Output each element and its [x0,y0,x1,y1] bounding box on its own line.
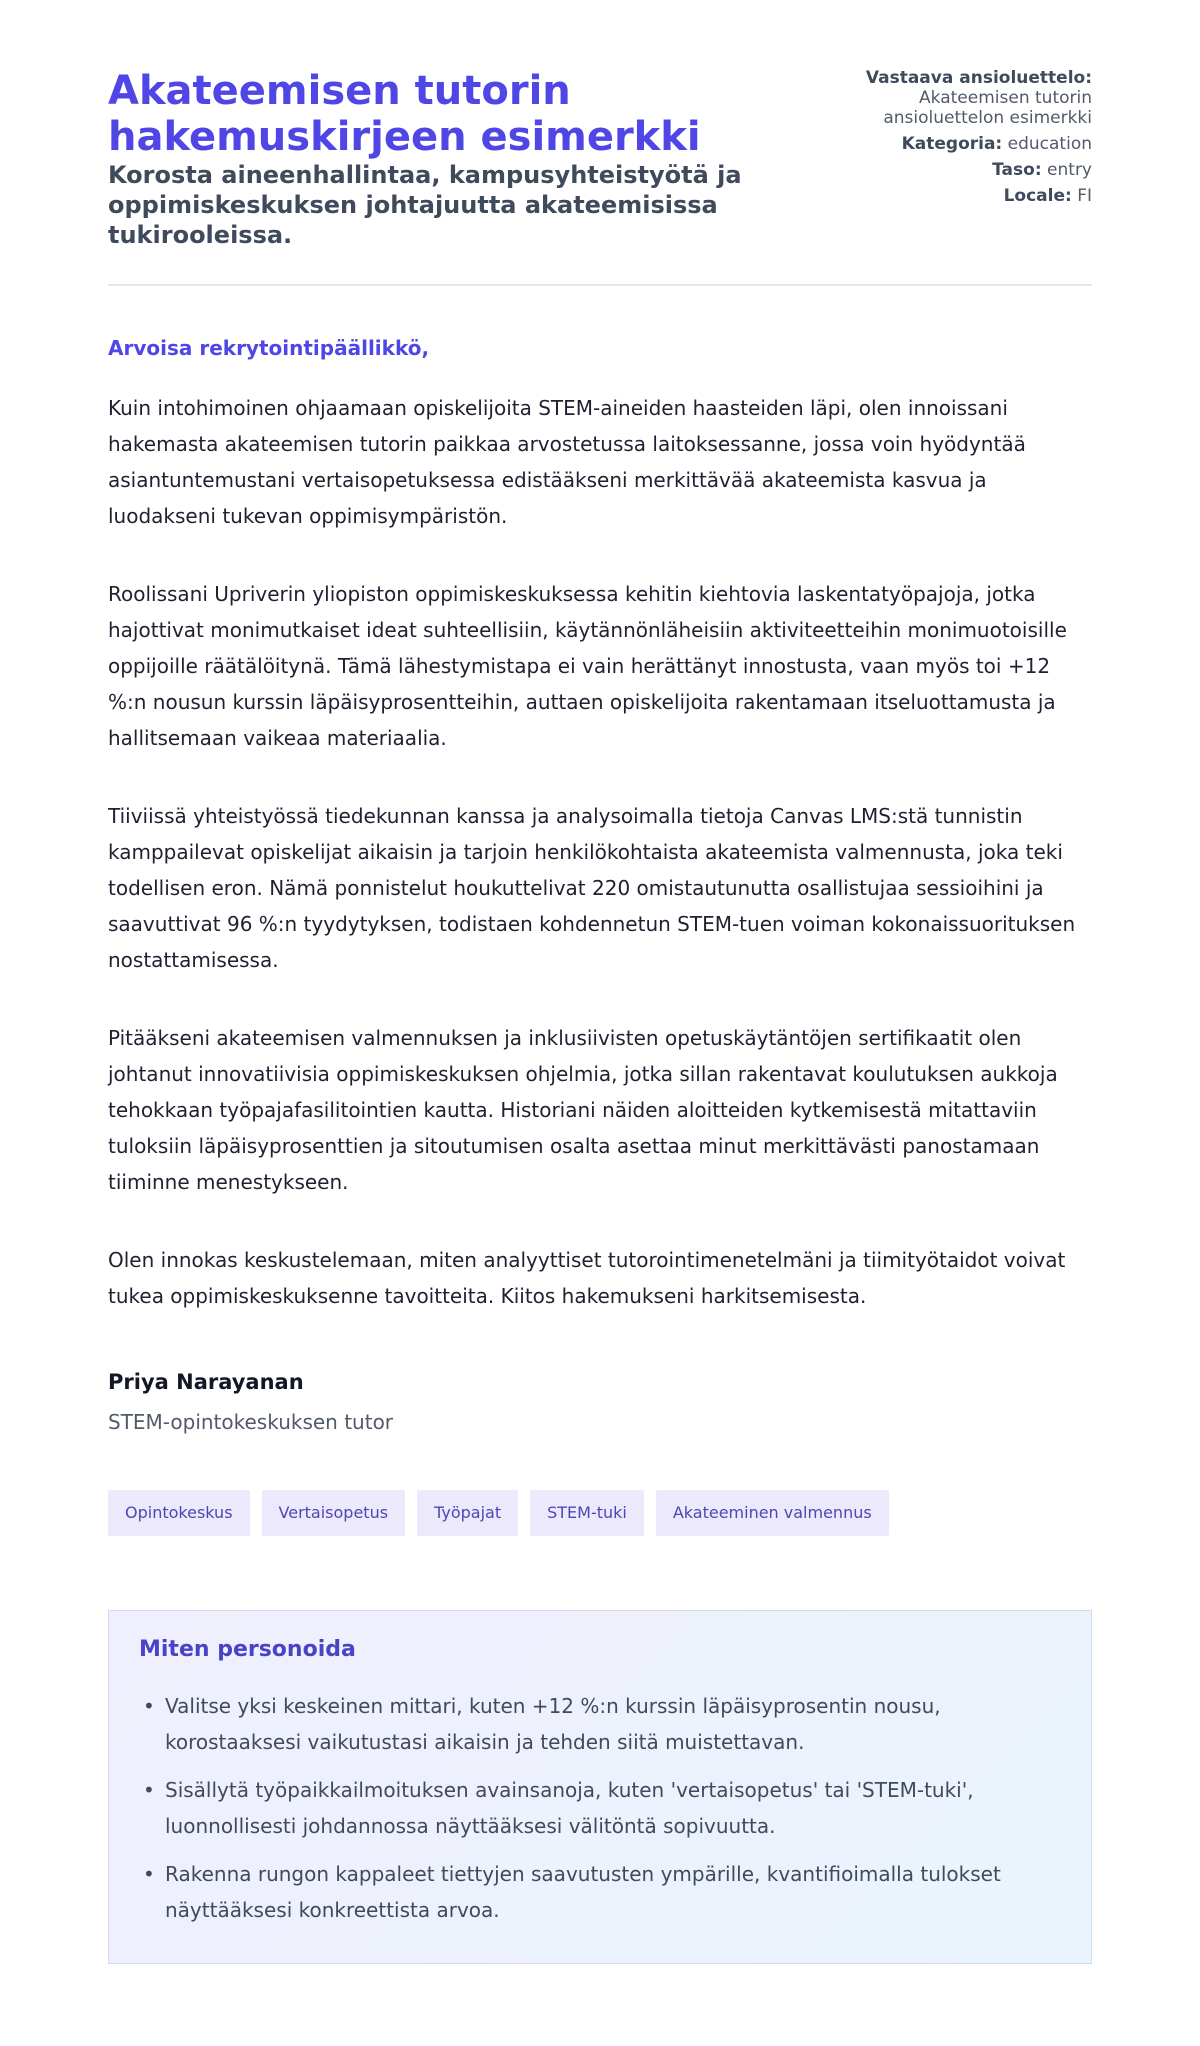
meta-level-key: Taso: [992,160,1042,180]
meta-level-value: entry [1047,160,1092,180]
meta-level [758,160,1092,180]
page-title-line-1: Akateemisen tutorin [108,68,571,114]
letter-body [108,390,1092,1314]
meta-resume-value-line-1[interactable]: Akateemisen tutorin [919,88,1092,108]
meta-resume [758,68,1092,128]
page-title-line-2: hakemuskirjeen esimerkki [108,114,701,160]
tip-item [143,1688,1061,1760]
meta-locale-key: Locale: [1003,186,1072,206]
letter-greeting: Arvoisa rekrytointipäällikkö, [108,336,430,360]
tip-text: Rakenna rungon kappaleet tiettyjen saavutusten ympärille, kvantifioimalla tulokset näyttääksesi konkreettista arvoa. [165,1862,1001,1922]
page-subtitle: Korosta aineenhallintaa, kampusyhteistyötä ja oppimiskeskuksen johtajuutta akateemisissa tukirooleissa. [108,161,742,249]
meta-category-key: Kategoria: [901,134,1003,154]
signature-name: Priya Narayanan [108,1370,304,1394]
tips-title: Miten personoida [139,1637,356,1662]
page-title [108,68,758,160]
meta-resume-key: Vastaava ansioluettelo: [865,68,1092,88]
bullet-icon: • [143,1694,155,1718]
bullet-icon: • [143,1778,155,1802]
tip-text: Sisällytä työpaikkailmoituksen avainsanoja, kuten 'vertaisopetus' tai 'STEM-tuki', luonnollisesti johdannossa näyttääksesi välitöntä sopivuutta. [165,1778,974,1838]
letter-paragraph-2: Roolissani Upriverin yliopiston oppimiskeskuksessa kehitin kiehtovia laskentatyöpajoja, jotka hajottivat monimutkaiset ideat suhteellisiin, käytännönläheisiin aktiviteetteihin monimuotoisille oppijoille räätälöitynä. Tämä lähestymistapa ei vain herättänyt innostusta, vaan myös toi +12 %:n nousun kurssin läpäisyprosentteihin, auttaen opiskelijoita rakentamaan itseluottamusta ja hallitsemaan vaikeaa materiaalia. [108,582,1067,750]
tag-stem-tuki[interactable]: STEM-tuki [530,1490,644,1536]
header-titles [108,68,758,250]
tag-tyopajat[interactable]: Työpajat [417,1490,518,1536]
meta-locale [758,186,1092,206]
bullet-icon: • [143,1862,155,1886]
letter-paragraph-1: Kuin intohimoinen ohjaamaan opiskelijoita STEM-aineiden haasteiden läpi, olen innoissani hakemasta akateemisen tutorin paikkaa arvostetussa laitoksessanne, jossa voin hyödyntää asiantuntemustani vertaisopetuksessa edistääkseni merkittävää akateemista kasvua ja luodakseni tukevan oppimisympäristön. [108,396,1026,528]
tag-opintokeskus[interactable]: Opintokeskus [108,1490,250,1536]
meta-category-value: education [1007,134,1092,154]
tag-akateeminen-valmennus[interactable]: Akateeminen valmennus [656,1490,889,1536]
letter-signature [108,1370,1092,1434]
header-meta [758,68,1092,212]
meta-locale-value: FI [1077,186,1092,206]
meta-category [758,134,1092,154]
tip-item [143,1772,1061,1844]
tag-vertaisopetus[interactable]: Vertaisopetus [262,1490,406,1536]
tips-list [139,1688,1061,1928]
tip-text: Valitse yksi keskeinen mittari, kuten +12 %:n kurssin läpäisyprosentin nousu, korostaaksesi vaikutustasi aikaisin ja tehden siitä muistettavan. [165,1694,941,1754]
letter-paragraph-5: Olen innokas keskustelemaan, miten analyyttiset tutorointimenetelmäni ja tiimityötaidot voivat tukea oppimiskeskuksenne tavoitteita. Kiitos hakemukseni harkitsemisesta. [108,1248,1066,1308]
tag-list [108,1490,1092,1536]
page-header [108,68,1092,286]
letter-paragraph-3: Tiiviissä yhteistyössä tiedekunnan kanssa ja analysoimalla tietoja Canvas LMS:stä tunnistin kamppailevat opiskelijat aikaisin ja tarjoin henkilökohtaista akateemista valmennusta, joka teki todellisen eron. Nämä ponnistelut houkuttelivat 220 omistautunutta osallistujaa sessioihini ja saavuttivat 96 %:n tyydytyksen, todistaen kohdennetun STEM-tuen voiman kokonaissuorituksen nostattamisessa. [108,804,1076,972]
letter-paragraph-4: Pitääkseni akateemisen valmennuksen ja inklusiivisten opetuskäytäntöjen sertifikaatit olen johtanut innovatiivisia oppimiskeskuksen ohjelmia, jotka sillan rakentavat koulutuksen aukkoja tehokkaan työpajafasilitointien kautta. Historiani näiden aloitteiden kytkemisestä mitattaviin tuloksiin läpäisyprosenttien ja sitoutumisen osalta asettaa minut merkittävästi panostamaan tiiminne menestykseen. [108,1026,1058,1194]
signature-title: STEM-opintokeskuksen tutor [108,1410,394,1434]
meta-resume-value-line-2[interactable]: ansioluettelon esimerkki [883,108,1092,128]
personalization-tips [108,1610,1092,1964]
tip-item [143,1856,1061,1928]
